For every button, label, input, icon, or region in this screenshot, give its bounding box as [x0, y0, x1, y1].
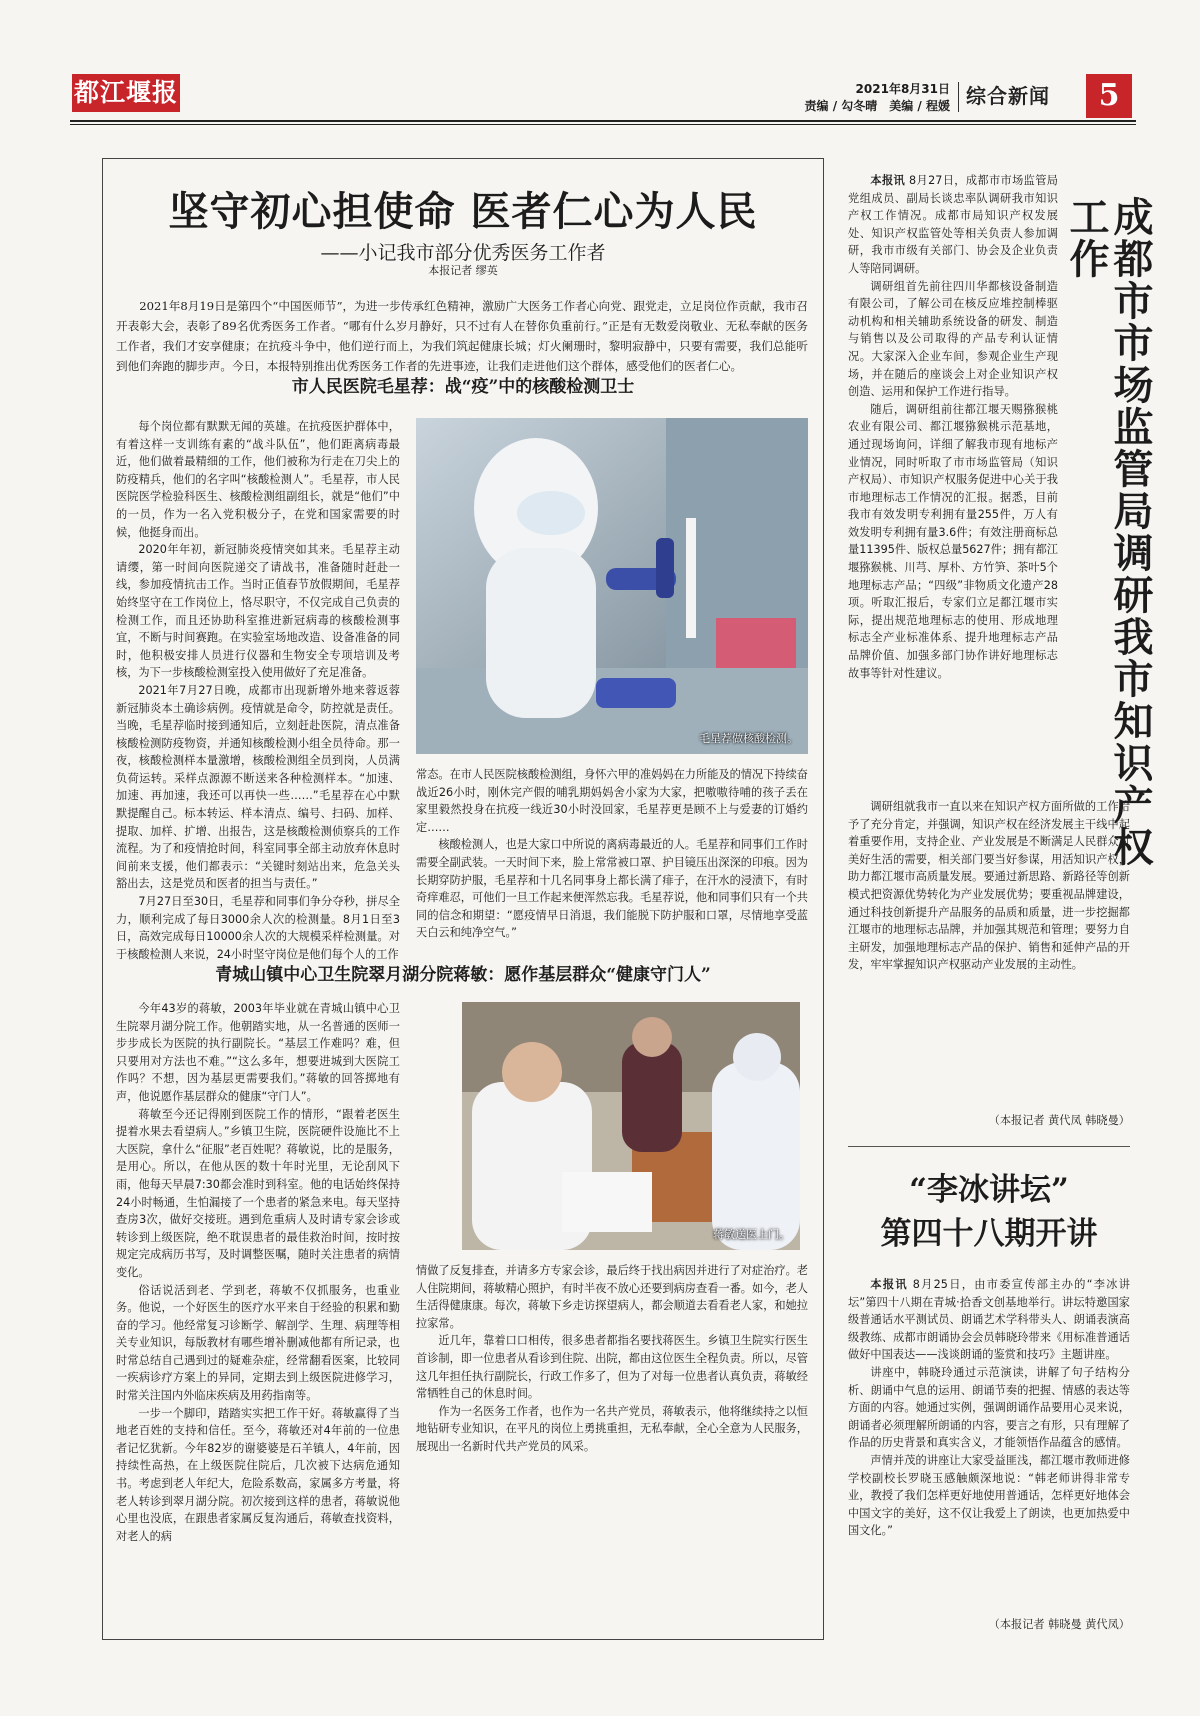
paragraph: 2021年7月27日晚，成都市出现新增外地来蓉返蓉新冠肺炎本土确诊病例。疫情就是命令，防控就是责任。当晚，毛星荐临时接到通知后，立刻赶赴医院，清点准备核酸检测防疫物资，并通知核酸检测小组全员待命。那一夜，核酸检测样本量激增，核酸检测组全员到岗，人员满负荷运转。采样点源源不断送来各种检测样本。“加速、加速、再加速，我还可以再快一些……”毛星荐在心中默默提醒自己。标本转运、样本清点、编号、扫码、加样、提取、加样、扩增、出报告，这是核酸检测侦察兵的工作流程。为了和疫情抢时间，科室同事全部主动放弃休息时间前来支援，他们都表示：“关键时刻站出来，危急关头豁出去，这是党员和医者的担当与责任。”	[116, 683, 400, 891]
lead-label: 本报讯	[870, 1278, 908, 1291]
photo-caption: 毛星荐做核酸检测。	[699, 732, 798, 745]
paragraph: 今年43岁的蒋敏，2003年毕业就在青城山镇中心卫生院翠月湖分院工作。他朝踏实地，从一名普通的医师一步步成长为医院的执行副院长。“基层工作难吗？难，但只要用对方法也不难。”“这么多年，想要进城到大医院工作吗？不想，因为基层更需要我们。”蒋敏的回答掷地有声，他说愿作基层群众的健康“守门人”。	[116, 1002, 400, 1103]
lead-label: 本报讯	[870, 174, 906, 187]
sidebar2-text	[848, 1276, 1130, 1540]
feature-title: 坚守初心担使命 医者仁心为人民	[168, 188, 758, 235]
lab-scene-image	[416, 418, 808, 754]
paragraph: 每个岗位都有默默无闻的英雄。在抗疫医护群体中，有着这样一支训练有素的“战斗队伍”，他们距离病毒最近，他们做着最精细的工作，他们被称为行走在刀尖上的防疫精兵，他们的名字叫“核酸检测人”。毛星荐，市人民医院医学检验科医生、核酸检测组副组长，就是“他们”中的一员，作为一名入党积极分子，在党和国家需要的时候，他挺身而出。	[116, 420, 400, 539]
paragraph: 俗话说活到老、学到老，蒋敏不仅抓服务，也重业务。他说，一个好医生的医疗水平来自于经验的积累和勤奋的学习。他经常复习诊断学、解剖学、生理、病理等相关专业知识，每版教材有哪些增补删减他都有所记录，也时常总结自己遇到过的疑难杂症，经常翻看医案，比较同一疾病诊疗方案上的异同，定期去到上级医院进修学习，时常关注国内外临床疾病及用药指南等。	[116, 1283, 400, 1403]
header-separator	[958, 82, 959, 112]
issue-date: 2021年8月31日	[855, 82, 950, 96]
paragraph: 7月27日至30日，毛星荐和同事们争分夺秒，拼尽全力，顺利完成了每日3000余人次的检测量。8月1日至3日，高效完成每日10000余人次的大规模采样检测量。对于核酸检测人来说，24小时坚守岗位是他们每个人的工作	[116, 895, 400, 961]
sidebar2-credit: （本报记者 韩晓曼 黄代凤）	[988, 1618, 1130, 1631]
home-visit-scene-image	[462, 1002, 800, 1250]
sidebar1-bottom-text	[848, 798, 1130, 974]
section-name: 综合新闻	[966, 84, 1050, 108]
section2-title: 青城山镇中心卫生院翠月湖分院蒋敏：愿作基层群众“健康守门人”	[215, 965, 711, 985]
header-rule	[70, 120, 1136, 122]
paragraph	[848, 172, 1058, 278]
paragraph: 蒋敏至今还记得刚到医院工作的情形，“跟着老医生提着水果去看望病人。”乡镇卫生院，医院硬件设施比不上大医院，拿什么“征服”老百姓呢？蒋敏说，比的是服务，是用心。所以，在他从医的数十年时光里，无论刮风下雨，他每天早晨7:30都会准时到科室。他的电话始终保持24小时畅通，生怕漏接了一个患者的紧急来电。每天坚持查房3次，做好交接班。遇到危重病人及时请专家会诊或转诊到上级医院，绝不耽误患者的最佳救治时间，按时按规定完成病历书写，及时调整医嘱，随时关注患者的病情变化。	[116, 1107, 400, 1279]
feature-subtitle: ——小记我市部分优秀医务工作者	[320, 242, 606, 264]
newspaper-logo: 都江堰报	[72, 74, 180, 112]
paragraph: 声情并茂的讲座让大家受益匪浅，都江堰市教师进修学校副校长罗晓玉感触颇深地说：“韩老师讲得非常专业，教授了我们怎样更好地使用普通话，怎样更好地体会中国文字的美好，这不仅让我爱上了朗读，也更加热爱中国文化。”	[848, 1453, 1130, 1538]
photo-nucleic-acid-test	[416, 418, 808, 754]
paragraph: 情做了反复排查，并请多方专家会诊，最后终于找出病因并进行了对症治疗。老人住院期间，蒋敏精心照护，有时半夜不放心还要到病房查看一番。如今，老人生活得健康康。每次，蒋敏下乡走访探望病人，都会顺道去看看老人家，和她拉拉家常。	[416, 1264, 808, 1330]
page-number: 5	[1086, 74, 1132, 118]
header-rule-thin	[70, 124, 1136, 125]
paragraph: 随后，调研组前往都江堰天赐猕猴桃农业有限公司、都江堰猕猴桃示范基地，通过现场询问，详细了解我市现有地标产业情况，同时听取了市市场监管局（知识产权局）、市知识产权服务促进中心关于我市地理标志工作情况的汇报。据悉，目前我市有效发明专利拥有量255件，万人有效发明专利拥有量3.6件；有效注册商标总量11395件、版权总量5627件；拥有都江堰猕猴桃、川芎、厚朴、方竹笋、茶叶5个地理标志产品；“四级”非物质文化遗产28项。听取汇报后，专家们立足都江堰市实际，提出规范地理标志的使用、形成地理标志全产业标准体系、提升地理标志产品品牌价值、加强多部门协作讲好地理标志故事等针对性建议。	[848, 402, 1058, 680]
sidebar1-title: 成都市市场监管局调研我市知识产权工作	[1063, 196, 1154, 868]
sidebar2-title-line1: “李冰讲坛”	[909, 1172, 1069, 1208]
photo-caption: 蒋敏送医上门。	[713, 1228, 790, 1241]
editor-credits: 责编 / 勾冬晴 美编 / 程媛	[804, 99, 950, 113]
paragraph: 作为一名医务工作者，也作为一名共产党员，蒋敏表示，他将继续持之以恒地钻研专业知识，在平凡的岗位上勇挑重担，无私奉献，全心全意为人民服务，展现出一名新时代共产党员的风采。	[416, 1404, 808, 1453]
section1-title: 市人民医院毛星荐：战“疫”中的核酸检测卫士	[291, 377, 635, 397]
feature-byline: 本报记者 缪英	[428, 264, 498, 277]
paragraph-text: 8月27日，成都市市场监管局党组成员、副局长谈忠率队调研我市知识产权工作情况。成都市局知识产权发展处、知识产权监管处等相关负责人参加调研，我市市级有关部门、协会及企业负责人等陪同调研。	[848, 174, 1058, 275]
section1-left-column	[116, 418, 400, 963]
sidebar1-top-text	[848, 172, 1058, 682]
paragraph: 调研组首先前往四川华都核设备制造有限公司，了解公司在核反应堆控制棒驱动机构和相关辅助系统设备的研发、制造与销售以及公司取得的产品专利认证情况。大家深入企业车间，参观企业生产现场，并在随后的座谈会上对企业知识产权创造、运用和保护工作进行指导。	[848, 279, 1058, 399]
sidebar2-title-line2: 第四十八期开讲	[880, 1216, 1098, 1252]
paragraph: 近几年，靠着口口相传，很多患者都指名要找蒋医生。乡镇卫生院实行医生首诊制，即一位患者从看诊到住院、出院，都由这位医生全程负责。所以，尽管这几年担任执行副院长，行政工作多了，但为了对每一位患者认真负责，蒋敏经常牺牲自己的休息时间。	[416, 1334, 808, 1401]
section1-right-column	[416, 766, 808, 942]
paragraph: 调研组就我市一直以来在知识产权方面所做的工作给予了充分肯定，并强调，知识产权在经济发展主干线中起着重要作用，支持企业、产业发展是不断满足人民群众对美好生活的需要，相关部门要当好参谋，用活知识产权，助力都江堰市高质量发展。要通过新思路、新路径等创新模式把资源优势转化为产业发展优势；要重视品牌建设，通过科技创新提升产品服务的品质和质量，进一步挖掘都江堰市的地理标志品牌，并加强其规范和管理；要努力自主研发，加强地理标志产品的保护、销售和延伸产品的开发，牢牢掌握知识产权驱动产业发展的主动性。	[848, 800, 1130, 972]
paragraph: 2020年年初，新冠肺炎疫情突如其来。毛星荐主动请缨，第一时间向医院递交了请战书，准备随时赶赴一线，参加疫情抗击工作。当时正值春节放假期间，毛星荐始终坚守在工作岗位上，恪尽职守，不仅完成自己负责的检测工作，而且还协助科室推进新冠病毒的核酸检测事宜，不断与时间赛跑。在实验室场地改造、设备准备的同时，他积极安排人员进行仪器和生物安全专项培训及考核，为下一步核酸检测室投入使用做好了充足准备。	[116, 543, 400, 680]
sidebar1-credit: （本报记者 黄代凤 韩晓曼）	[988, 1114, 1130, 1127]
feature-intro: 2021年8月19日是第四个“中国医师节”，为进一步传承红色精神，激励广大医务工作者心向党、跟党走，立足岗位作贡献，我市召开表彰大会，表彰了89名优秀医务工作者。“哪有什么岁月静好，只不过有人在替你负重前行。”正是有无数爱岗敬业、无私奉献的医务工作者，我们才安享健康；在抗疫斗争中，他们逆行而上，为我们筑起健康长城；灯火阑珊时，黎明寂静中，只要有需要，我们总能听到他们奔跑的脚步声。今日，本报特别推出优秀医务工作者的先进事迹，让我们走进他们这个群体，感受他们的医者仁心。	[116, 299, 808, 373]
paragraph: 核酸检测人，也是大家口中所说的离病毒最近的人。毛星荐和同事们工作时需要全副武装。一天时间下来，脸上常常被口罩、护目镜压出深深的印痕。因为长期穿防护服，毛星荐和十几名同事身上都长满了痱子，在汗水的浸渍下，有时奇痒难忍，可他们一旦工作起来便浑然忘我。毛星荐说，他和同事们只有一个共同的信念和期望：“愿疫情早日消退，我们能脱下防护服和口罩，尽情地享受蓝天白云和纯净空气。”	[416, 838, 808, 940]
paragraph-text: 8月25日，由市委宣传部主办的“李冰讲坛”第四十八期在青城·拾香文创基地举行。讲坛特邀国家级普通话水平测试员、朗诵艺术学科带头人、朗诵表演高级教练、成都市朗诵协会会员韩晓玲带来《用标准普通话做好中国表达——浅谈朗诵的鉴赏和技巧》主题讲座。	[848, 1278, 1130, 1362]
sidebar2-title	[848, 1168, 1130, 1256]
photo-home-visit	[462, 1002, 800, 1250]
paragraph: 一步一个脚印，踏踏实实把工作干好。蒋敏赢得了当地老百姓的支持和信任。至今，蒋敏还对4年前的一位患者记忆犹新。今年82岁的谢婆婆是石羊镇人，4年前，因持续性高热，在上级医院住院后，几次被下达病危通知书。考虑到老人年纪大，危险系数高，家属多方考量，将老人转诊到翠月湖分院。初次接到这样的患者，蒋敏说他心里也没底，在跟患者家属反复沟通后，蒋敏查找资料，对老人的病	[116, 1406, 400, 1543]
paragraph: 讲座中，韩晓玲通过示范演读，讲解了句子结构分析、朗诵中气息的运用、朗诵节奏的把握、情感的表达等方面的内容。她通过实例，强调朗诵作品要用心灵来说，朗诵者必须理解所朗诵的内容，要言之有形，只有理解了作品的历史背景和真实含义，才能领悟作品蕴含的感情。	[848, 1365, 1130, 1450]
section2-left-column	[116, 1000, 400, 1545]
sidebar-divider	[848, 1146, 1130, 1147]
section2-right-column	[416, 1262, 808, 1456]
paragraph: 常态。在市人民医院核酸检测组，身怀六甲的准妈妈在力所能及的情况下持续奋战近26小时，刚休完产假的哺乳期妈妈舍小家为大家，把嗷嗷待哺的孩子丢在家里毅然投身在抗疫一线近30小时没回家，毛星荐更是顾不上与爱妻的订婚约定……	[416, 768, 808, 834]
paragraph	[848, 1276, 1130, 1364]
